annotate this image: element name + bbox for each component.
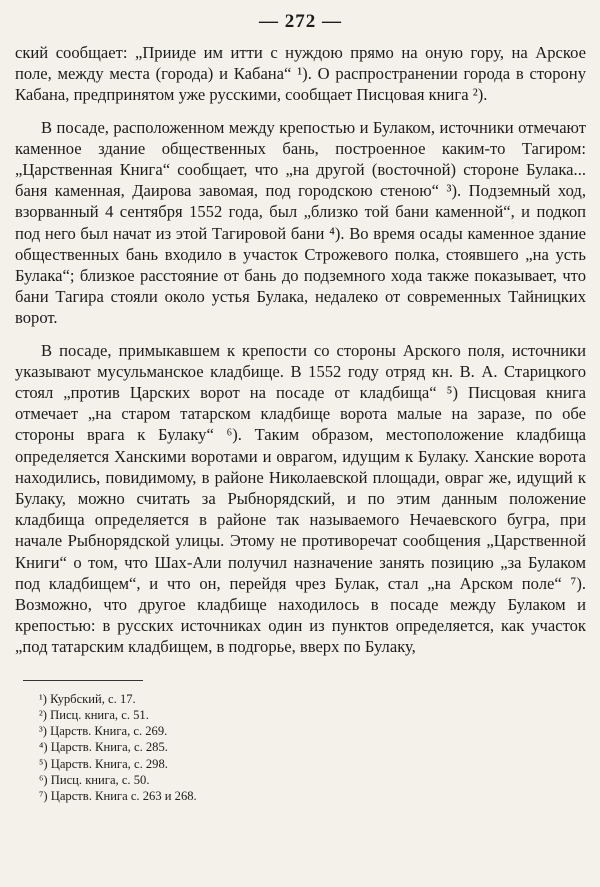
footnote-2: ²) Писц. книга, с. 51.: [39, 707, 149, 722]
footnote-3: ³) Царств. Книга, с. 269.: [39, 724, 168, 739]
footnote-1: ¹) Курбский, с. 17.: [39, 691, 136, 706]
paragraph-cemetery: В посаде, примыкавшем к крепости со стороны Арского поля, источники указывают мусульманское кладбище. В 1552 году отряд кн. В. А. Старицкого стоял „против Царских ворот на посаде от кладбища“ ⁵) Писцовая книга отмечает „на старом татарском кладбище ворота малые на заразе, по обе стороны врага к Булаку“ ⁶). Таким образом, местоположение кладбища определяется Ханскими воротами и оврагом, идущим к Булаку. Ханские ворота находились, повидимому, в районе Николаевской площади, овраг же, идущий к Булаку, можно считать за Рыбнорядский, и по этим данным положение кладбища определяется в районе так называемого Нечаевского бугра, при начале Рыбнорядской улицы. Этому не противоречат сообщения „Царственной Книги“ о том, что Шах-Али получил назначение занять позицию „за Булаком под кладбищем“, и что он, перейдя чрез Булак, стал „на Арском поле“ ⁷). Возможно, что другое кладбище находилось в посаде между Булаком и крепостью: в русских источниках один из пунктов определяется, как участок „под татарским кладбищем, в подгорье, вверх по Булаку,: [15, 340, 586, 657]
page-number: — 272 —: [259, 11, 342, 32]
footnote-separator: [23, 680, 143, 681]
paragraph-continuation: ский сообщает: „Прииде им итти с нуждою прямо на оную гору, на Арское поле, между места (города) и Кабана“ ¹). О распространении города в сторону Кабана, предпринятом уже русскими, сообщает Писцовая книга ²).: [15, 43, 586, 105]
footnote-6: ⁶) Писц. книга, с. 50.: [39, 772, 150, 787]
body-text: [15, 42, 586, 658]
footnote-4: ⁴) Царств. Книга, с. 285.: [39, 740, 168, 755]
footnotes: [39, 691, 586, 804]
footnote-5: ⁵) Царств. Книга, с. 298.: [39, 756, 168, 771]
footnote-7: ⁷) Царств. Книга с. 263 и 268.: [39, 788, 197, 803]
paragraph-baths: В посаде, расположенном между крепостью и Булаком, источники отмечают каменное здание общественных бань, построенное каким-то Тагиром: „Царственная Книга“ сообщает, что „на другой (восточной) стороне Булака... баня каменная, Даирова завомая, под городскою стеною“ ³). Подземный ход, взорванный 4 сентября 1552 года, был „близко той бани каменной“, и подкоп под него был начат из этой Тагировой бани ⁴). Во время осады каменное здание общественных бань входило в участок Строжевого полка, стоявшего „на усть Булака“; близкое расстояние от бань до подземного хода также показывает, что бани Тагира стояли около устья Булака, недалеко от современных Тайницких ворот.: [15, 117, 586, 328]
